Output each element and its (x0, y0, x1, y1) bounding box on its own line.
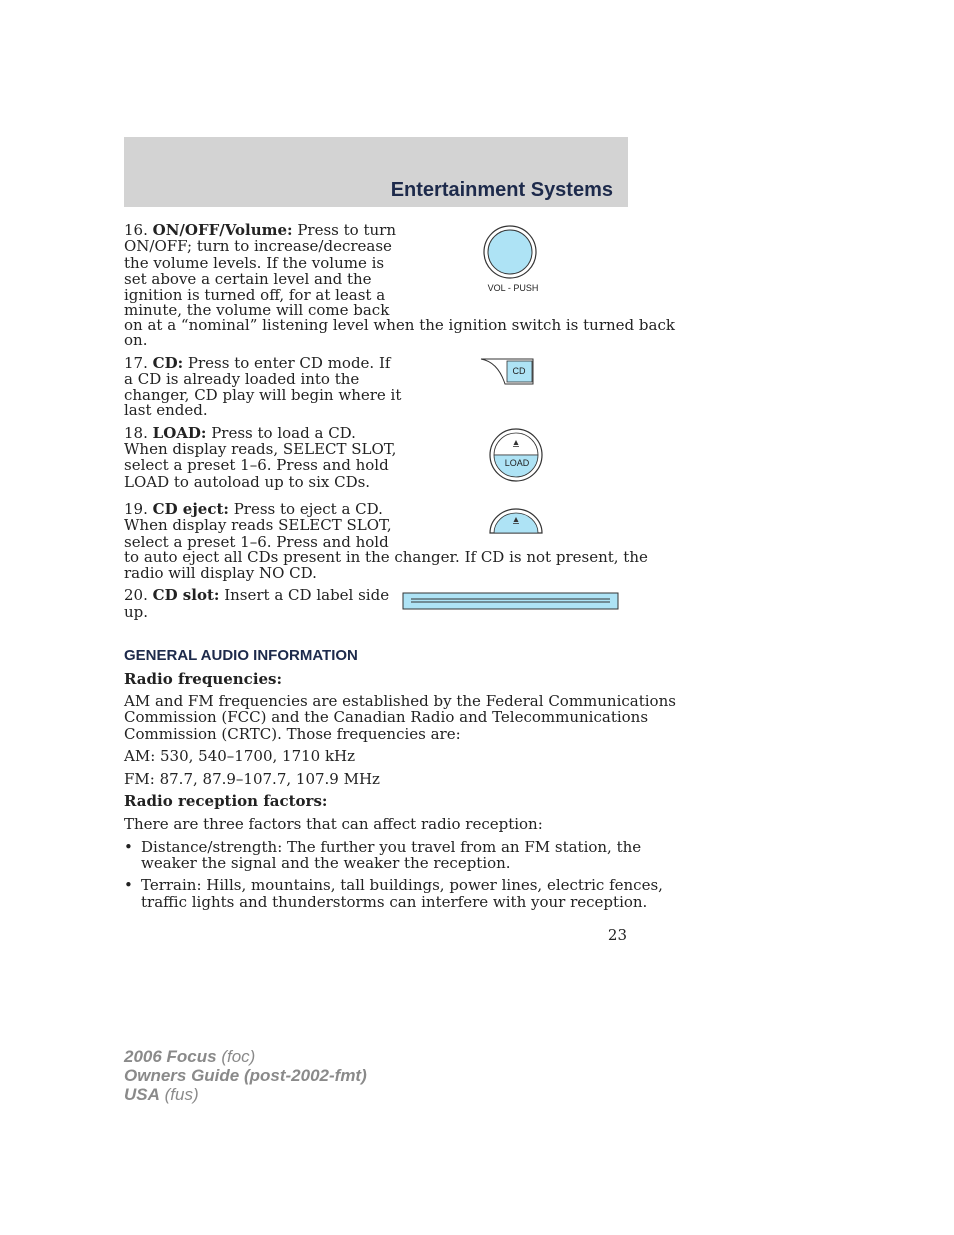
radio-freq-line-2: Commission (CRTC). Those frequencies are: (124, 725, 461, 743)
reception-intro: There are three factors that can affect radio reception: (124, 815, 543, 833)
cd-slot-icon (403, 593, 618, 609)
page-title: Entertainment Systems (390, 179, 613, 201)
item-19-line-3: to auto eject all CDs present in the changer. If CD is not present, the (124, 548, 648, 566)
footer-line-3: USA (fus) (124, 1085, 199, 1104)
footer-line-2: Owners Guide (post-2002-fmt) (124, 1066, 367, 1085)
item-16-line-3: set above a certain level and the (124, 270, 372, 288)
cd-eject-button-figure (488, 506, 546, 536)
bullet-icon: • (124, 876, 133, 894)
volume-knob-label: VOL - PUSH (487, 283, 539, 293)
page-number: 23 (607, 926, 627, 944)
footer-line-1: 2006 Focus (foc) (124, 1047, 256, 1066)
reception-factors-heading: Radio reception factors: (124, 792, 328, 810)
list-item-line-1: traffic lights and thunderstorms can interfere with your reception. (141, 893, 648, 911)
section-heading: GENERAL AUDIO INFORMATION (124, 647, 358, 664)
item-19-line-1: When display reads SELECT SLOT, (124, 516, 392, 534)
item-18-line-0: 18. LOAD: Press to load a CD. (124, 424, 356, 442)
radio-frequencies-heading: Radio frequencies: (124, 670, 283, 688)
item-16-line-4: ignition is turned off, for at least a (124, 286, 386, 304)
header-band (124, 137, 628, 207)
footer (124, 1047, 367, 1104)
item-19-line-4: radio will display NO CD. (124, 564, 317, 582)
fm-frequencies: FM: 87.7, 87.9–107.7, 107.9 MHz (124, 770, 380, 788)
bullet-icon: • (124, 838, 133, 856)
list-item-line-0: Terrain: Hills, mountains, tall buildings, power lines, electric fences, (141, 876, 663, 894)
list-item-line-1: weaker the signal and the weaker the reception. (141, 854, 511, 872)
item-20-line-0: 20. CD slot: Insert a CD label side (124, 586, 390, 604)
item-18-line-3: LOAD to autoload up to six CDs. (124, 473, 371, 491)
item-16-line-6: on at a “nominal” listening level when the ignition switch is turned back (124, 316, 675, 334)
cd-button-figure (478, 356, 538, 388)
item-19-line-2: select a preset 1–6. Press and hold (124, 533, 389, 551)
item-17-line-3: last ended. (124, 401, 208, 419)
item-16-line-2: the volume levels. If the volume is (124, 254, 385, 272)
radio-freq-line-0: AM and FM frequencies are established by the Federal Communications (124, 692, 676, 710)
item-16-line-7: on. (124, 331, 148, 349)
item-18-line-2: select a preset 1–6. Press and hold (124, 456, 389, 474)
item-18-line-1: When display reads, SELECT SLOT, (124, 440, 397, 458)
load-button-label: LOAD (504, 458, 530, 468)
list-item-line-0: Distance/strength: The further you travel from an FM station, the (141, 838, 642, 856)
item-17-line-1: a CD is already loaded into the (124, 370, 360, 388)
item-16-line-1: ON/OFF; turn to increase/decrease (124, 237, 392, 255)
load-button-figure (488, 428, 546, 484)
item-19-line-0: 19. CD eject: Press to eject a CD. (124, 500, 383, 518)
radio-freq-line-1: Commission (FCC) and the Canadian Radio and Telecommunications (124, 708, 649, 726)
item-20-line-1: up. (124, 603, 149, 621)
cd-button-label: CD (512, 366, 526, 376)
item-16-line-5: minute, the volume will come back (124, 301, 390, 319)
item-16-line-0: 16. ON/OFF/Volume: Press to turn (124, 221, 396, 239)
item-17-line-2: changer, CD play will begin where it (124, 386, 402, 404)
volume-knob-figure (475, 222, 555, 297)
am-frequencies: AM: 530, 540–1700, 1710 kHz (124, 747, 356, 765)
cd-slot-figure (402, 592, 620, 611)
volume-knob-icon (488, 230, 532, 274)
item-17-line-0: 17. CD: Press to enter CD mode. If (124, 354, 391, 372)
